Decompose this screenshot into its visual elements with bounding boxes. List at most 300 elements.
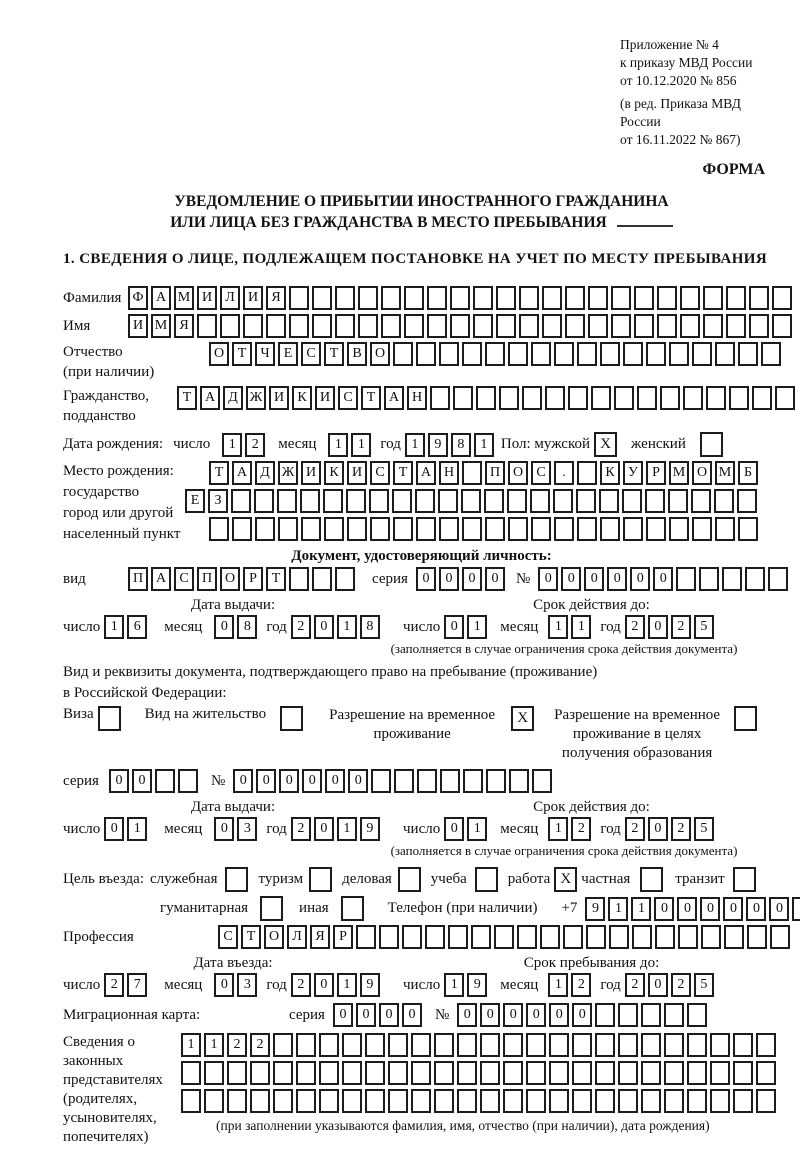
form-cell: О <box>209 342 229 366</box>
birth-month-cells <box>328 433 374 457</box>
form-cell: . <box>554 461 574 485</box>
form-cell <box>411 1033 431 1057</box>
form-cell <box>632 925 652 949</box>
form-cell: 1 <box>444 973 464 997</box>
form-cell: 2 <box>291 817 311 841</box>
given-name-label: Имя <box>63 317 91 334</box>
form-cell: 0 <box>503 1003 523 1027</box>
purpose-label: Цель въезда: <box>63 871 144 887</box>
form-cell: 0 <box>677 897 697 921</box>
form-cell <box>577 461 597 485</box>
form-cell <box>614 386 634 410</box>
form-cell <box>508 517 528 541</box>
form-cell: 2 <box>671 615 691 639</box>
form-cell: 5 <box>694 615 714 639</box>
purpose-work-checkbox: X <box>554 867 577 892</box>
form-cell: Т <box>324 342 344 366</box>
entry-dates <box>63 954 780 997</box>
form-cell <box>300 489 320 513</box>
form-cell: 0 <box>444 615 464 639</box>
year-label: год <box>380 436 401 452</box>
form-cell <box>462 342 482 366</box>
form-cell <box>453 386 473 410</box>
form-cell <box>664 1089 684 1113</box>
month-label: месяц <box>500 976 539 993</box>
form-cell <box>427 314 447 338</box>
form-cell: Н <box>407 386 427 410</box>
form-cell <box>480 1061 500 1085</box>
form-cell <box>576 489 596 513</box>
form-cell: 0 <box>214 973 234 997</box>
form-cell <box>683 386 703 410</box>
form-cell <box>434 1089 454 1113</box>
stay-until-year-cells <box>625 973 717 997</box>
form-cell <box>450 314 470 338</box>
temp-residence-edu-label: Разрешение на временное проживание в целях получения образования <box>554 707 721 761</box>
form-cell <box>370 517 390 541</box>
form-cell <box>335 286 355 310</box>
form-cell: 0 <box>648 973 668 997</box>
form-cell <box>365 1061 385 1085</box>
form-cell <box>480 1033 500 1057</box>
form-cell <box>347 517 367 541</box>
form-cell <box>471 925 491 949</box>
form-cell: 1 <box>104 615 124 639</box>
form-cell <box>526 1061 546 1085</box>
form-cell <box>641 1061 661 1085</box>
form-cell <box>565 314 585 338</box>
day-label: число <box>403 976 441 993</box>
purpose-other-label: иная <box>299 900 329 916</box>
form-cell <box>745 567 765 591</box>
id-issue-month-cells <box>214 615 260 639</box>
form-cell <box>761 342 781 366</box>
purpose-tourism-checkbox <box>309 867 332 892</box>
form-cell <box>356 925 376 949</box>
form-cell <box>609 925 629 949</box>
form-cell: 5 <box>694 973 714 997</box>
form-cell <box>312 314 332 338</box>
form-cell <box>277 489 297 513</box>
form-cell <box>565 286 585 310</box>
form-cell: 0 <box>233 769 253 793</box>
form-cell <box>519 314 539 338</box>
form-cell <box>618 1061 638 1085</box>
form-cell: 2 <box>245 433 265 457</box>
form-cell: С <box>338 386 358 410</box>
form-cell <box>729 386 749 410</box>
form-cell <box>749 314 769 338</box>
form-cell: 2 <box>671 817 691 841</box>
form-cell <box>381 286 401 310</box>
form-cell: 0 <box>109 769 129 793</box>
form-cell: 2 <box>571 817 591 841</box>
form-cell <box>553 489 573 513</box>
form-cell <box>462 461 482 485</box>
form-cell <box>411 1089 431 1113</box>
form-cell: 0 <box>104 817 124 841</box>
form-cell <box>346 489 366 513</box>
form-cell: 1 <box>328 433 348 457</box>
form-cell <box>312 286 332 310</box>
form-cell <box>439 342 459 366</box>
series-label: серия <box>63 772 99 789</box>
form-cell <box>749 286 769 310</box>
form-cell <box>554 517 574 541</box>
form-cell <box>463 769 483 793</box>
form-cell: 0 <box>302 769 322 793</box>
form-cell <box>450 286 470 310</box>
form-cell: О <box>508 461 528 485</box>
series-label: серия <box>372 570 408 587</box>
form-cell <box>416 517 436 541</box>
form-cell <box>255 517 275 541</box>
form-cell <box>595 1033 615 1057</box>
form-cell <box>335 314 355 338</box>
form-cell: 0 <box>279 769 299 793</box>
form-cell: А <box>384 386 404 410</box>
residence-permit-label: Вид на жительство <box>144 706 267 722</box>
stay-expiry-month-cells <box>548 817 594 841</box>
birthplace-cells-row1 <box>209 461 761 485</box>
form-cell: И <box>128 314 148 338</box>
valid-until-label: Срок действия до: <box>533 597 650 613</box>
form-cell <box>232 517 252 541</box>
form-cell: 0 <box>314 817 334 841</box>
stay-until-day-cells <box>444 973 490 997</box>
stay-issue-month-cells <box>214 817 260 841</box>
form-cell <box>687 1089 707 1113</box>
form-cell <box>738 517 758 541</box>
form-cell: 9 <box>360 817 380 841</box>
form-cell: И <box>301 461 321 485</box>
form-cell: 2 <box>250 1033 270 1057</box>
form-cell: М <box>715 461 735 485</box>
form-cell: 0 <box>356 1003 376 1027</box>
form-cell <box>678 925 698 949</box>
sex-male-label: Пол: мужской <box>500 436 591 452</box>
form-cell <box>404 314 424 338</box>
form-cell <box>687 1061 707 1085</box>
form-cell <box>692 342 712 366</box>
form-cell <box>480 1089 500 1113</box>
given-name-row <box>63 314 780 338</box>
form-cell <box>756 1089 776 1113</box>
form-cell: 0 <box>132 769 152 793</box>
form-cell: 0 <box>769 897 789 921</box>
form-cell: 0 <box>584 567 604 591</box>
form-cell <box>577 517 597 541</box>
form-cell: 0 <box>325 769 345 793</box>
form-cell <box>289 286 309 310</box>
month-label: месяц <box>500 618 539 635</box>
form-cell: 0 <box>457 1003 477 1027</box>
form-cell: С <box>174 567 194 591</box>
form-cell <box>369 489 389 513</box>
form-cell: 7 <box>127 973 147 997</box>
day-label: число <box>63 820 101 837</box>
form-cell <box>388 1061 408 1085</box>
phone-prefix-label: +7 <box>561 900 578 916</box>
form-cell <box>365 1033 385 1057</box>
form-cell <box>680 314 700 338</box>
form-cell <box>701 925 721 949</box>
form-cell <box>668 489 688 513</box>
form-cell <box>508 342 528 366</box>
form-cell <box>792 897 800 921</box>
form-cell <box>664 1061 684 1085</box>
form-cell: 0 <box>480 1003 500 1027</box>
residence-permit-checkbox <box>280 706 303 731</box>
form-title-line1: УВЕДОМЛЕНИЕ О ПРИБЫТИИ ИНОСТРАННОГО ГРАЖДАНИНА <box>174 193 669 210</box>
validity-note: (заполняется в случае ограничения срока действия документа) <box>390 641 738 656</box>
surname-label: Фамилия <box>63 289 122 306</box>
form-cell: Ф <box>128 286 148 310</box>
form-cell <box>457 1033 477 1057</box>
form-cell: 1 <box>181 1033 201 1057</box>
form-cell <box>747 925 767 949</box>
form-cell <box>591 386 611 410</box>
purpose-official-checkbox <box>225 867 248 892</box>
form-cell: 0 <box>314 615 334 639</box>
form-cell: О <box>264 925 284 949</box>
form-cell <box>641 1033 661 1057</box>
form-cell: 1 <box>204 1033 224 1057</box>
form-cell: 9 <box>585 897 605 921</box>
form-cell: С <box>370 461 390 485</box>
form-cell: 0 <box>314 973 334 997</box>
form-cell: Я <box>266 286 286 310</box>
form-cell: 0 <box>444 817 464 841</box>
form-cell: Н <box>439 461 459 485</box>
stay-doc-type-row <box>63 706 780 763</box>
id-issue-year-cells <box>291 615 383 639</box>
form-cell <box>250 1089 270 1113</box>
doc-type-label: вид <box>63 570 86 587</box>
entry-day-cells <box>104 973 150 997</box>
form-cell <box>756 1061 776 1085</box>
form-cell: Т <box>361 386 381 410</box>
form-cell: А <box>232 461 252 485</box>
form-cell <box>273 1089 293 1113</box>
purpose-row2 <box>160 896 783 921</box>
appendix-line: Приложение № 4 <box>620 37 719 52</box>
phone-label: Телефон (при наличии) <box>387 900 538 916</box>
form-cell <box>473 286 493 310</box>
form-cell <box>530 489 550 513</box>
profession-label: Профессия <box>63 928 134 945</box>
form-cell <box>641 1003 661 1027</box>
form-cell: 1 <box>127 817 147 841</box>
form-cell <box>434 1033 454 1057</box>
migration-card-series-cells <box>333 1003 425 1027</box>
month-label: месяц <box>278 436 317 452</box>
form-cell: 0 <box>561 567 581 591</box>
form-cell: 2 <box>625 817 645 841</box>
temp-residence-label: Разрешение на временное проживание <box>329 707 496 742</box>
form-cell <box>531 517 551 541</box>
form-cell <box>568 386 588 410</box>
form-cell <box>706 386 726 410</box>
stay-doc-number-cells <box>233 769 555 793</box>
form-cell: 0 <box>214 817 234 841</box>
day-label: число <box>173 436 211 452</box>
birthplace-block <box>63 461 780 545</box>
form-cell <box>611 286 631 310</box>
form-cell <box>738 342 758 366</box>
form-cell <box>394 769 414 793</box>
form-cell: 1 <box>405 433 425 457</box>
purpose-transit-label: транзит <box>675 871 725 887</box>
form-cell <box>411 1061 431 1085</box>
form-cell <box>379 925 399 949</box>
form-cell <box>496 314 516 338</box>
form-cell <box>710 1033 730 1057</box>
form-cell <box>710 1061 730 1085</box>
form-cell <box>448 925 468 949</box>
form-cell <box>526 1033 546 1057</box>
form-cell <box>319 1061 339 1085</box>
form-cell <box>532 769 552 793</box>
form-cell <box>417 769 437 793</box>
entry-month-cells <box>214 973 260 997</box>
form-cell: И <box>269 386 289 410</box>
form-cell <box>457 1061 477 1085</box>
form-cell <box>335 567 355 591</box>
purpose-transit-checkbox <box>733 867 756 892</box>
form-cell: П <box>128 567 148 591</box>
form-cell: Т <box>266 567 286 591</box>
form-cell <box>634 314 654 338</box>
title-blank-line <box>617 225 673 227</box>
form-cell <box>499 386 519 410</box>
migration-card-number-cells <box>457 1003 710 1027</box>
birthplace-cells-row2 <box>185 489 761 513</box>
form-cell: 1 <box>337 817 357 841</box>
stay-doc-series-cells <box>109 769 201 793</box>
form-cell <box>503 1033 523 1057</box>
forma-label: ФОРМА <box>702 161 765 178</box>
form-cell <box>588 314 608 338</box>
profession-cells <box>218 925 793 949</box>
form-cell <box>243 314 263 338</box>
form-cell <box>434 1061 454 1085</box>
form-cell: О <box>370 342 390 366</box>
form-cell: У <box>623 461 643 485</box>
form-cell <box>623 517 643 541</box>
form-cell: И <box>243 286 263 310</box>
form-cell <box>540 925 560 949</box>
appendix-note-line: (в ред. Приказа МВД России <box>620 96 741 129</box>
form-cell: 1 <box>608 897 628 921</box>
form-cell <box>301 517 321 541</box>
form-cell <box>273 1033 293 1057</box>
citizenship-row <box>63 386 780 426</box>
birthdate-row <box>63 432 780 457</box>
form-cell <box>296 1033 316 1057</box>
form-cell <box>756 1033 776 1057</box>
purpose-humanitarian-label: гуманитарная <box>160 900 249 916</box>
doc-series-cells <box>416 567 508 591</box>
form-cell <box>772 286 792 310</box>
form-cell <box>733 1089 753 1113</box>
form-cell: 0 <box>648 615 668 639</box>
issue-date-label: Дата выдачи: <box>190 597 276 613</box>
stay-until-month-cells <box>548 973 594 997</box>
day-label: число <box>63 976 101 993</box>
form-cell: Е <box>185 489 205 513</box>
appendix-line: к приказу МВД России <box>620 55 753 70</box>
day-label: число <box>63 618 101 635</box>
form-cell: П <box>197 567 217 591</box>
form-cell <box>770 925 790 949</box>
form-cell <box>724 925 744 949</box>
stay-until-label: Срок пребывания до: <box>523 955 660 971</box>
form-cell <box>623 342 643 366</box>
form-cell: 0 <box>607 567 627 591</box>
form-cell <box>600 342 620 366</box>
form-cell <box>572 1033 592 1057</box>
form-cell <box>296 1089 316 1113</box>
id-issue-day-cells <box>104 615 150 639</box>
form-cell <box>646 517 666 541</box>
purpose-private-label: частная <box>581 871 631 887</box>
purpose-tourism-label: туризм <box>258 871 304 887</box>
surname-cells <box>128 286 795 310</box>
section1-heading: 1. СВЕДЕНИЯ О ЛИЦЕ, ПОДЛЕЖАЩЕМ ПОСТАНОВКЕ НА УЧЕТ ПО МЕСТУ ПРЕБЫВАНИЯ <box>63 251 768 267</box>
form-cell <box>342 1089 362 1113</box>
purpose-other-checkbox <box>341 896 364 921</box>
form-cell: 1 <box>222 433 242 457</box>
form-cell <box>687 1003 707 1027</box>
form-cell: 0 <box>333 1003 353 1027</box>
form-cell: 2 <box>104 973 124 997</box>
birth-year-cells <box>405 433 497 457</box>
form-cell <box>250 1061 270 1085</box>
form-cell: Р <box>243 567 263 591</box>
form-cell: 9 <box>360 973 380 997</box>
form-cell <box>402 925 422 949</box>
form-cell <box>496 286 516 310</box>
form-cell: 1 <box>351 433 371 457</box>
form-cell <box>618 1003 638 1027</box>
form-cell <box>664 1003 684 1027</box>
visa-label: Виза <box>63 706 94 722</box>
purpose-study-checkbox <box>475 867 498 892</box>
form-cell: Т <box>393 461 413 485</box>
purpose-business-label: деловая <box>342 871 392 887</box>
year-label: год <box>600 618 621 635</box>
form-cell: 2 <box>291 615 311 639</box>
form-cell <box>430 386 450 410</box>
birthplace-cells-row3 <box>209 517 761 541</box>
form-cell: 1 <box>337 973 357 997</box>
form-cell <box>657 314 677 338</box>
form-cell: 0 <box>485 567 505 591</box>
form-cell <box>438 489 458 513</box>
form-cell <box>599 489 619 513</box>
form-cell <box>296 1061 316 1085</box>
doc-type-cells <box>128 567 358 591</box>
form-cell <box>526 1089 546 1113</box>
form-cell <box>473 314 493 338</box>
form-cell <box>503 1089 523 1113</box>
form-cell: 1 <box>571 615 591 639</box>
temp-residence-edu-checkbox <box>734 706 757 731</box>
form-cell: 9 <box>428 433 448 457</box>
form-cell: 6 <box>127 615 147 639</box>
stay-expiry-year-cells <box>625 817 717 841</box>
